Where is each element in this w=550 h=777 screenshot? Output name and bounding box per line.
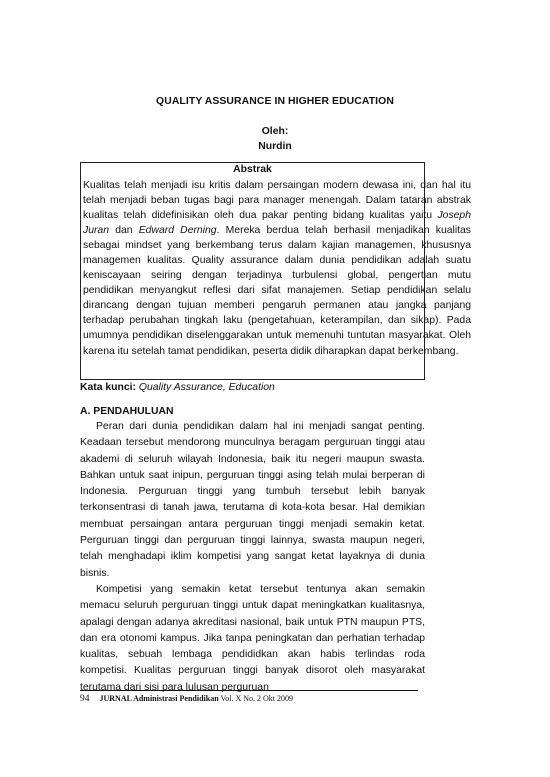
keywords bbox=[80, 380, 480, 395]
paragraph: Kompetisi yang semakin ketat tersebut tentunya akan semakin memacu seluruh perguruan tinggi untuk dapat meningkatkan kualitasnya, apalagi dengan adanya akreditasi nasional, baik untuk PTN maupun PTS, dan era otonomi kampus. Jika tanpa peningkatan dan perhatian terhadap kualitas, sebuah lembaga pendididkan akan habis terlindas roda kompetisi. Kualitas perguruan tinggi banyak disorot oleh masyarakat terutama dari sisi para lulusan perguruan bbox=[80, 583, 425, 693]
journal-name: JURNAL Administrasi Pendidikan bbox=[99, 694, 219, 703]
byline bbox=[0, 124, 550, 154]
paper-title: QUALITY ASSURANCE IN HIGHER EDUCATION bbox=[156, 96, 394, 107]
page-footer bbox=[80, 693, 425, 705]
abstract-heading: Abstrak bbox=[233, 164, 272, 175]
abstract-name-1: Joseph Juran bbox=[83, 210, 471, 237]
abstract-text bbox=[83, 178, 471, 359]
footer-rule bbox=[80, 690, 418, 691]
section-heading: A. PENDAHULUAN bbox=[80, 406, 174, 417]
abstract-conjunction: dan bbox=[109, 225, 139, 237]
by-label: Oleh: bbox=[261, 126, 289, 137]
abstract-name-2: Edward Derning bbox=[138, 225, 217, 237]
page-number: 94 bbox=[80, 694, 90, 704]
keywords-value: Quality Assurance, Education bbox=[138, 382, 275, 393]
keywords-label: Kata kunci: bbox=[80, 382, 137, 393]
abstract-text-part-1: Kualitas telah menjadi isu kritis dalam persaingan modern dewasa ini, dan hal itu telah menjadi beban tugas bagi para manager menengah. Dalam tataran abstrak kualitas telah didefinisikan oleh dua pakar penting bidang kualitas yaitu bbox=[83, 180, 471, 222]
section-body bbox=[80, 419, 425, 696]
author-name: Nurdin bbox=[258, 141, 292, 152]
paragraph: Peran dari dunia pendidikan dalam hal ini menjadi sangat penting. Keadaan tersebut mendorong munculnya beragam perguruan tinggi atau akademi di seluruh wilayah Indonesia, baik itu negeri maupun swasta. Bahkan untuk saat inipun, perguruan tinggi asing telah mulai berperan di Indonesia. Perguruan tinggi yang tumbuh tersebut lebih banyak terkonsentrasi di tanah jawa, terutama di kota-kota besar. Hal demikian membuat persaingan antara perguruan tinggi menjadi semakin ketat. Perguruan tinggi dan perguruan tinggi lainnya, swasta maupun negeri, telah menghadapi iklim kompetisi yang sangat ketat layaknya di dunia bisnis. bbox=[80, 421, 425, 579]
abstract-text-part-2: . Mereka berdua telah berhasil menjadikan kualitas sebagai mindset yang berkembang terus dalam kajian managemen, khususnya managemen kualitas. Quality assurance dalam dunia pendidikan adalah suatu keniscayaan seiring dengan terjadinya turbulensi global, pengertian mutu pendidikan menyangkut reflesi dari sifat manajemen. Setiap pendidikan selalu dirancang dengan tujuan memberi pengaruh permanen atau jangka panjang terhadap perubahan tingkah laku (pengetahuan, keterampilan, dan sikap). Pada umumnya pendidikan diselenggarakan untuk memenuhi tuntutan masyarakat. Oleh karena itu setelah tamat pendidikan, peserta didik diharapkan dapat berkembang. bbox=[83, 225, 471, 357]
journal-issue: Vol. X No. 2 Okt 2009 bbox=[220, 694, 294, 703]
